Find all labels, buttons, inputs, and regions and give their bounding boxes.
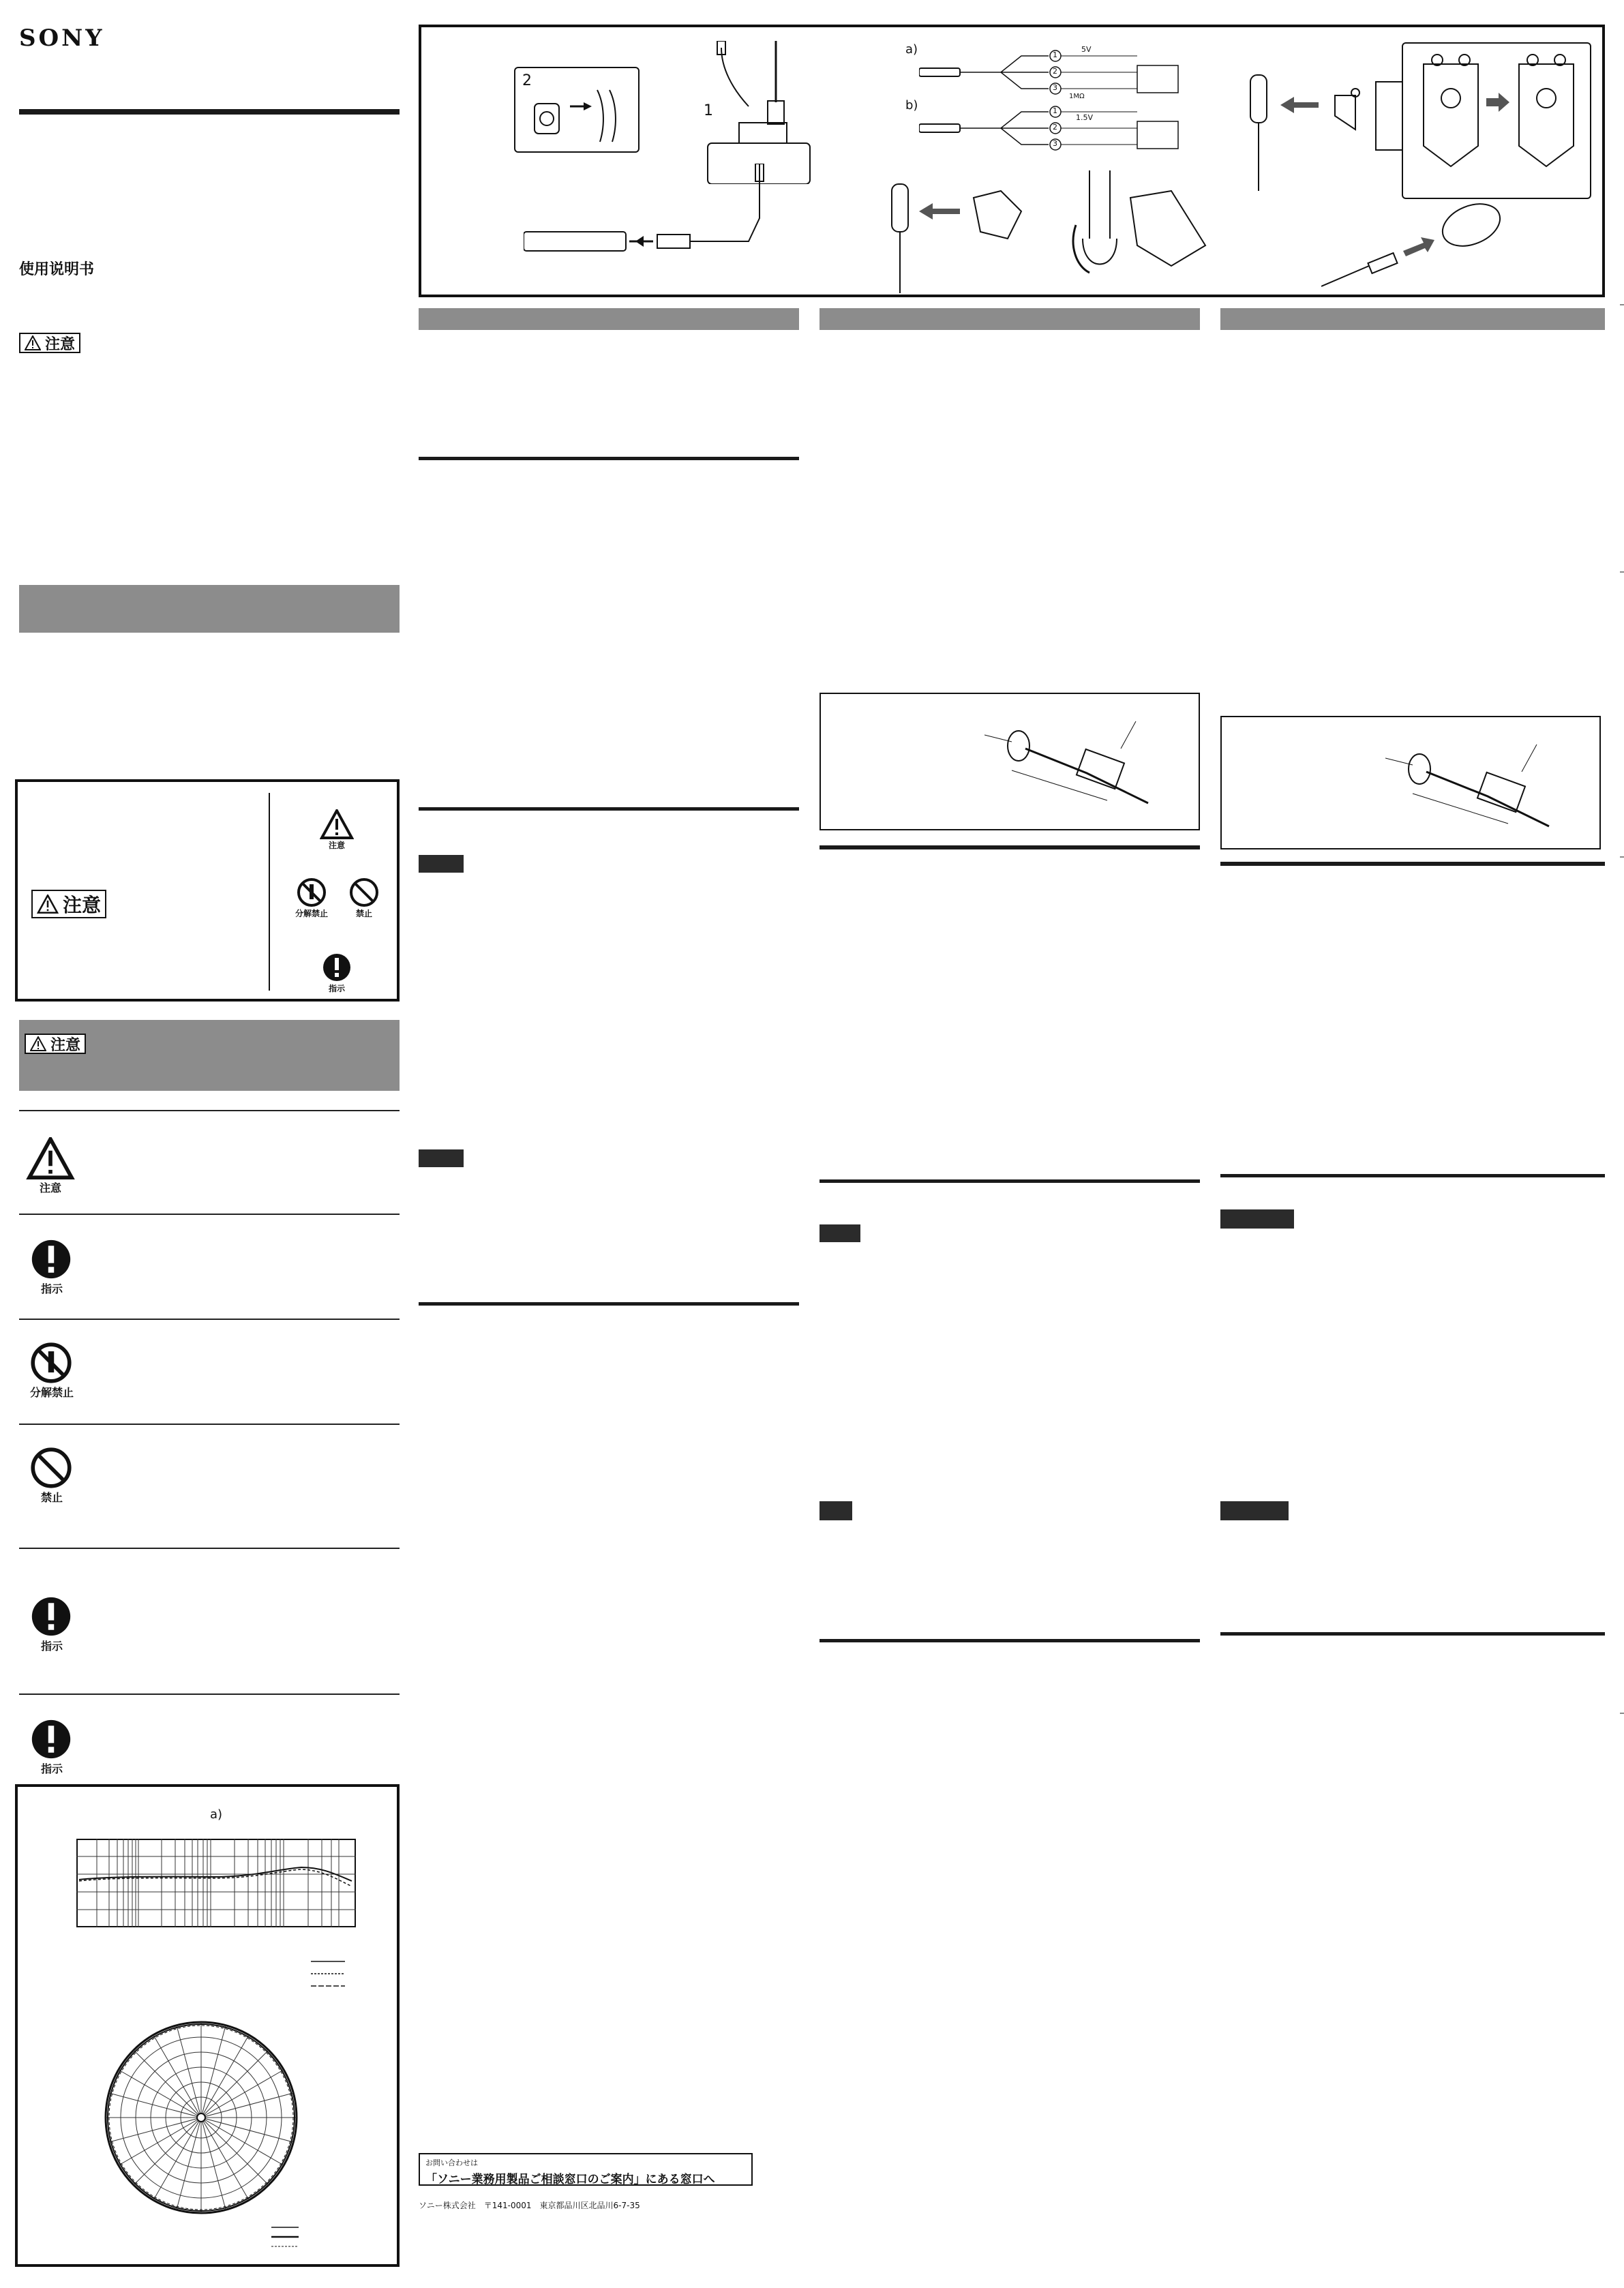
polar-legend-lines <box>271 2223 312 2251</box>
col3-rule-2 <box>819 1179 1200 1183</box>
legend-no-disassembly-icon <box>288 877 335 919</box>
section-bar-col3-top <box>819 308 1200 330</box>
legend-caution-badge <box>31 890 106 918</box>
warning-triangle-icon <box>26 1137 75 1179</box>
caution-section-bar <box>19 1020 400 1091</box>
col4-label-1 <box>1220 1209 1294 1229</box>
col2-rule-3 <box>419 1302 799 1306</box>
ferrite-core-illustration <box>1385 731 1590 840</box>
no-disassembly-icon <box>30 1342 72 1384</box>
warning-triangle-icon <box>37 894 59 914</box>
wiring-label-b: b) <box>905 98 918 112</box>
instruction-icon <box>30 1595 72 1638</box>
hazard-divider <box>19 1214 400 1215</box>
inset-step-two <box>514 67 640 153</box>
holder-removal-illustration <box>1239 68 1403 191</box>
holder-detail-illustration <box>1410 50 1580 187</box>
col2-rule-1 <box>419 457 799 460</box>
hazard-divider <box>19 1424 400 1425</box>
col2-label-1 <box>419 855 464 873</box>
hazard-instruction-icon <box>30 1595 74 1653</box>
instruction-icon <box>322 952 352 982</box>
instruction-icon <box>30 1718 72 1760</box>
pin-3-a: 3 <box>1053 83 1057 92</box>
legend-caution-icon <box>316 809 357 851</box>
col4-label-2 <box>1220 1501 1289 1520</box>
instruction-icon <box>30 1238 72 1280</box>
clip-attach-illustration <box>885 170 1226 293</box>
pin-1-a: 1 <box>1053 50 1057 59</box>
icon-caption: 注意 <box>328 841 345 850</box>
voltage-a: 5V <box>1081 45 1092 54</box>
pin-3-b: 3 <box>1053 139 1057 148</box>
warning-triangle-icon <box>30 1036 46 1051</box>
col4-rule-2 <box>1220 1174 1605 1177</box>
step-one-label: 1 <box>704 102 713 119</box>
col3-label-1 <box>819 1224 860 1242</box>
col4-rule-1 <box>1220 862 1605 866</box>
transmitter-illustration <box>680 41 817 184</box>
hazard-divider <box>19 1694 400 1695</box>
company-line: ソニー株式会社 〒141-0001 東京都品川区北品川6-7-35 <box>419 2201 640 2210</box>
icon-caption: 指示 <box>40 1762 63 1775</box>
figure-label-a: a) <box>210 1807 223 1822</box>
contact-box <box>419 2153 753 2186</box>
pin-1-b: 1 <box>1053 106 1057 115</box>
ferrite-core-illustration <box>984 708 1189 817</box>
wiring-label-a: a) <box>905 42 918 57</box>
margin-tick <box>1620 571 1624 573</box>
icon-caption: 指示 <box>40 1640 63 1653</box>
polar-pattern-chart <box>102 2019 300 2216</box>
icon-caption: 分解禁止 <box>29 1386 74 1399</box>
section-bar-col4-top <box>1220 308 1605 330</box>
caution-text: 注意 <box>45 335 76 353</box>
connector-lock-illustration <box>529 76 631 147</box>
icon-caption: 指示 <box>40 1282 63 1295</box>
pin-2-b: 2 <box>1053 123 1057 132</box>
icon-caption: 禁止 <box>355 909 372 918</box>
ferrite-figure-box-2 <box>1220 716 1601 849</box>
contact-intro: お問い合わせは <box>425 2158 478 2167</box>
cable-adapter-illustration <box>524 164 810 266</box>
frequency-response-chart <box>76 1839 356 1927</box>
prohibited-icon <box>30 1447 72 1489</box>
col2-label-2 <box>419 1149 464 1167</box>
prohibited-icon <box>349 877 379 907</box>
margin-tick <box>1620 856 1624 858</box>
no-disassembly-icon <box>297 877 327 907</box>
section-bar-left-1 <box>19 585 400 633</box>
ferrite-figure-box <box>819 693 1200 830</box>
hazard-divider <box>19 1319 400 1320</box>
hazard-instruction-icon <box>30 1238 74 1296</box>
step-two-label: 2 <box>522 72 532 89</box>
col4-rule-3 <box>1220 1632 1605 1636</box>
caution-badge <box>19 333 80 353</box>
resistor-a: 1MΩ <box>1069 93 1085 100</box>
holder-inset <box>1402 42 1591 199</box>
caution-text: 注意 <box>50 1036 81 1054</box>
col3-rule-3 <box>819 1639 1200 1642</box>
title-rule <box>19 109 400 115</box>
language-label: 使用说明书 <box>19 261 95 278</box>
section-bar-col2-top <box>419 308 799 330</box>
voltage-b: 1.5V <box>1076 113 1094 122</box>
icon-caption: 指示 <box>328 984 345 993</box>
caution-bar-badge <box>25 1034 86 1054</box>
response-figure-box <box>15 1784 400 2267</box>
margin-tick <box>1620 304 1624 305</box>
icon-caption: 禁止 <box>40 1491 63 1504</box>
legend-caution-text: 注意 <box>63 894 102 916</box>
col2-rule-2 <box>419 807 799 811</box>
windscreen-illustration <box>1321 198 1526 293</box>
col3-label-2 <box>819 1501 852 1520</box>
legend-instruction-icon <box>316 952 357 994</box>
hazard-instruction-icon <box>30 1718 74 1776</box>
legend-prohibited-icon <box>344 877 385 919</box>
symbol-legend-box <box>15 779 400 1002</box>
warning-triangle-icon <box>25 335 41 350</box>
hazard-divider <box>19 1548 400 1549</box>
brand-logo: SONY <box>19 25 105 52</box>
hazard-divider <box>19 1110 400 1111</box>
icon-caption: 注意 <box>39 1181 61 1194</box>
hazard-no-disassembly-icon <box>25 1342 79 1400</box>
illustration-frame <box>419 25 1605 297</box>
hazard-prohibited-icon <box>30 1447 74 1505</box>
margin-tick <box>1620 1713 1624 1714</box>
pin-2-a: 2 <box>1053 67 1057 76</box>
col3-rule-1 <box>819 845 1200 849</box>
legend-divider <box>269 793 270 991</box>
response-legend-lines <box>311 1957 352 1991</box>
contact-main: 「ソニー業務用製品ご相談窓口のご案内」にある窓口へ <box>425 2173 715 2186</box>
icon-caption: 分解禁止 <box>295 909 328 918</box>
hazard-caution-icon <box>26 1137 75 1195</box>
warning-triangle-icon <box>320 809 354 839</box>
